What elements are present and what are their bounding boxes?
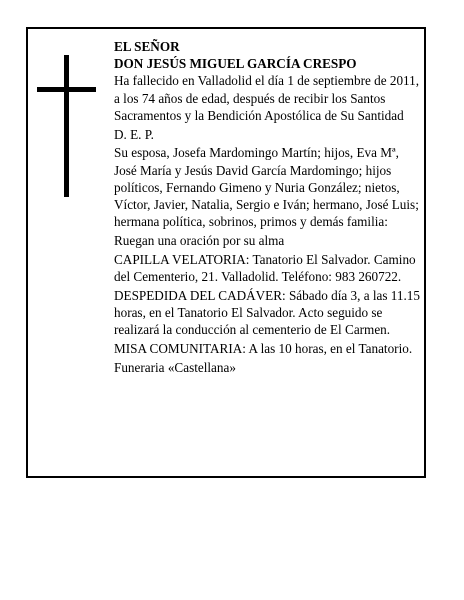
mass-details: MISA COMUNITARIA: A las 10 horas, en el Tanatorio. xyxy=(114,341,413,357)
obituary-text xyxy=(114,38,420,378)
cross-vertical-bar xyxy=(64,55,69,197)
family-list: Su esposa, Josefa Mardomingo Martín; hijos, Eva Mª, José María y Jesús David García Mardomingo; hijos políticos, Fernando Gimeno y Nuria González; nietos, Víctor, Javier, Natalia, Sergio e Iván; hermano, José Luis; hermana política, sobrinos, primos y demás familia: xyxy=(114,145,419,230)
dep-line: D. E. P. xyxy=(114,126,154,142)
wake-location: CAPILLA VELATORIA: Tanatorio El Salvador. Camino del Cementerio, 21. Valladolid. Teléfono: 983 260722. xyxy=(114,251,416,285)
funeral-home: Funeraria «Castellana» xyxy=(114,359,236,375)
farewell-details: DESPEDIDA DEL CADÁVER: Sábado día 3, a las 11.15 horas, en el Tanatorio El Salvador. Acto seguido se realizará la conducción al cementerio de El Carmen. xyxy=(114,287,420,338)
title-line-1: EL SEÑOR xyxy=(114,39,180,54)
death-announcement: Ha fallecido en Valladolid el día 1 de septiembre de 2011, a los 74 años de edad, después de recibir los Santos Sacramentos y la Bendición Apostólica de Su Santidad xyxy=(114,73,420,123)
prayer-request: Ruegan una oración por su alma xyxy=(114,233,285,249)
cross-horizontal-bar xyxy=(37,87,96,92)
deceased-name: DON JESÚS MIGUEL GARCÍA CRESPO xyxy=(114,56,357,72)
